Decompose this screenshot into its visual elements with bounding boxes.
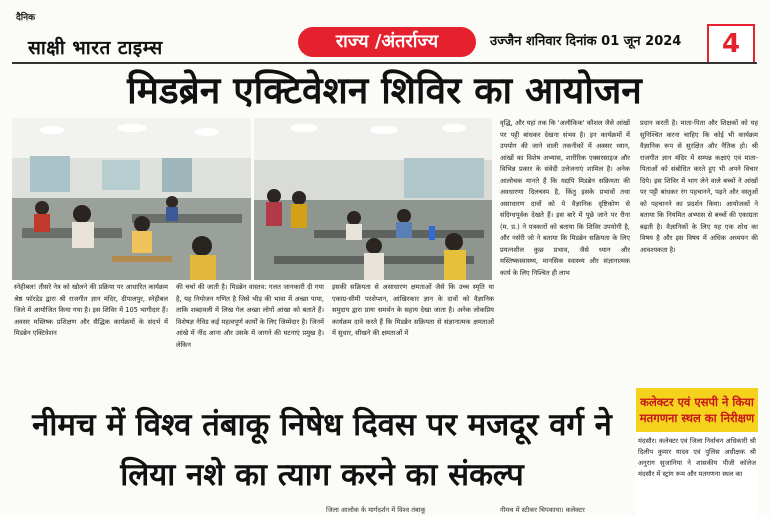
article-text: स्नेहीबल! तीसरे नेत्र को खोलने की प्रक्रिया पर आधारित कार्यक्रम श्रेष्ठ फॉरडेड द्वारा श्री राजगीत ज्ञान मंदिर, दीपालपुर, स्नेहीबल जिले में आयोजित किया गया है। इस शिविर में 105 भागीदार हैं। अवसर मस्तिष्क प्रशिक्षण और सैद्धिक कार्यक्रमों के संदर्भ में मिडब्रेन एक्टिवेशन [14, 283, 168, 337]
article-column-5 [640, 118, 758, 384]
article-column-2 [176, 282, 324, 382]
dateline: उज्जैन शनिवार दिनांक 01 जून 2024 [490, 34, 682, 49]
masthead [14, 6, 314, 58]
main-headline: मिडब्रेन एक्टिवेशन शिविर का आयोजन [127, 69, 642, 112]
article-column-4 [500, 118, 630, 384]
bottom-text-snippet: जिला आलोक के मार्गदर्शन में विश्व तंबाकू [326, 506, 426, 514]
article-text: की चर्चा की जाती है। मिडब्रेन वास्तव: गलत जानकारी दी गया है, यह नियोजन गणित है जिसे भीड़ की भावा में अच्छा पाया, ताकि शब्दावली में लिख गेल अच्छा लोगों आंखा को बताते हैं। विशेषज्ञ नेविड कई महत्वपूर्ण कार्यों के लिए जिम्मेदार है। जिनमें आंखे में नींद आना और उसके में जागने की घटनाएं प्रमुख है। लेकिन [176, 283, 324, 349]
news-brief-box [636, 388, 758, 516]
news-photo-participants [254, 118, 492, 280]
article-column-1 [14, 282, 168, 382]
news-brief-text: मंदसौर। कलेक्टर एवं जिला निर्वाचन अधिकारी श्री दिलीप कुमार यादव एवं पुलिस अधीक्षक श्री अनुराग सुजानिया ने शासकीय पीजी कॉलेज मंदसौर में स्ट्रांग रूम और मतगणना स्थल का [638, 437, 756, 478]
masthead-title: साक्षी भारत टाइम्स [28, 37, 163, 59]
article-text: प्रदान करती है। माता-पिता और शिक्षकों को यह सुनिश्चित करना चाहिए कि कोई भी कार्यक्रम वैज्ञानिक रूप से सुरक्षित और नैतिक हो। श्री राजगीत ज्ञान मंदिर में सम्पन्न कक्षाएं एवं माता-पिताओं को संबोधित करते हुए भी अपने विचार दिये। इस शिविर में भाग लेने वाले बच्चों ने आंखों पर पट्टी बांधकर रंग पहचानने, पढ़ने और वस्तुओं को पहचानने का प्रदर्शन किया। आयोजकों ने बताया कि नियमित अभ्यास से बच्चों की एकाग्रता बढ़ती है। वैज्ञानिकों के लिए यह एक शोध का विषय है और इस विषय में अधिक अध्ययन की आवश्यकता है। [640, 119, 758, 254]
article-text: इसकी सक्रियता से असाधारण क्षमताओं जैसे कि उच्च स्मृति या एकाग्र-सीमी परशेप्शन, आंखिरकार ज्ञान के दावों को वैज्ञानिक समुदाय द्वारा प्रायः समर्थन के सहाय देखा जाता है। अनेक लोकप्रिय कार्यक्रम दावे करते हैं कि मिडब्रेन सक्रियता से संज्ञानात्मक क्षमताओं में सुधार, सीखने की क्षमताओं में [332, 283, 494, 337]
article-column-3 [332, 282, 494, 382]
news-photo-classroom [12, 118, 251, 280]
page-number: 4 [707, 24, 755, 64]
header-divider [12, 62, 757, 64]
bottom-text-snippet: नीमच में स्टीकर चिपकाया। कलेक्टर [500, 506, 585, 514]
article-text: वृद्धि, और यहां तक कि 'अलौकिक' कौशल जैसे आंखों पर पट्टी बांधकर देखना संभव है। इन कार्यक्रमों में उपयोग की जाने वाली तकनीकों में अक्सर ध्यान, आंखों का विशेष अभ्यास, शारीरिक एक्सरसाइज और विभिन्न प्रकार के संवेदी उत्तेजनाएं शामिल है। अनेक आलोचक मानते हैं कि यद्यपि मिडब्रेन सक्रियता की अवधारणा दिलचस्प है, किंतु इसके प्रभावों तथा असाधारण दावों को ये वैज्ञानिक दृष्टिकोण से संदिग्धपूर्वक देखते हैं। इस बारे में पूछे जाने पर रीना (म. प्र.) ने पत्रकारों को बताया कि शिविर उपयोगी है, और नर्सरी जो ने बताया कि मिडब्रेन सक्रियता के लिए प्रयत्नशील कुछ प्रभाव, जैसे ध्यान और मस्तिष्कस्वास्थ्य, मानसिक स्वास्थ्य और संज्ञानात्मक कार्य के लिए निश्चित ही लाभ [500, 119, 630, 277]
section-label: राज्य /अंतर्राज्य [298, 27, 476, 57]
second-headline: नीमच में विश्व तंबाकू निषेध दिवस पर मजदूर वर्ग ने लिया नशे का त्याग करने का संकल्प [32, 407, 612, 493]
news-brief-title: कलेक्टर एवं एसपी ने किया मतगणना स्थल का निरीक्षण [636, 388, 758, 432]
masthead-tagline: दैनिक [16, 13, 36, 23]
